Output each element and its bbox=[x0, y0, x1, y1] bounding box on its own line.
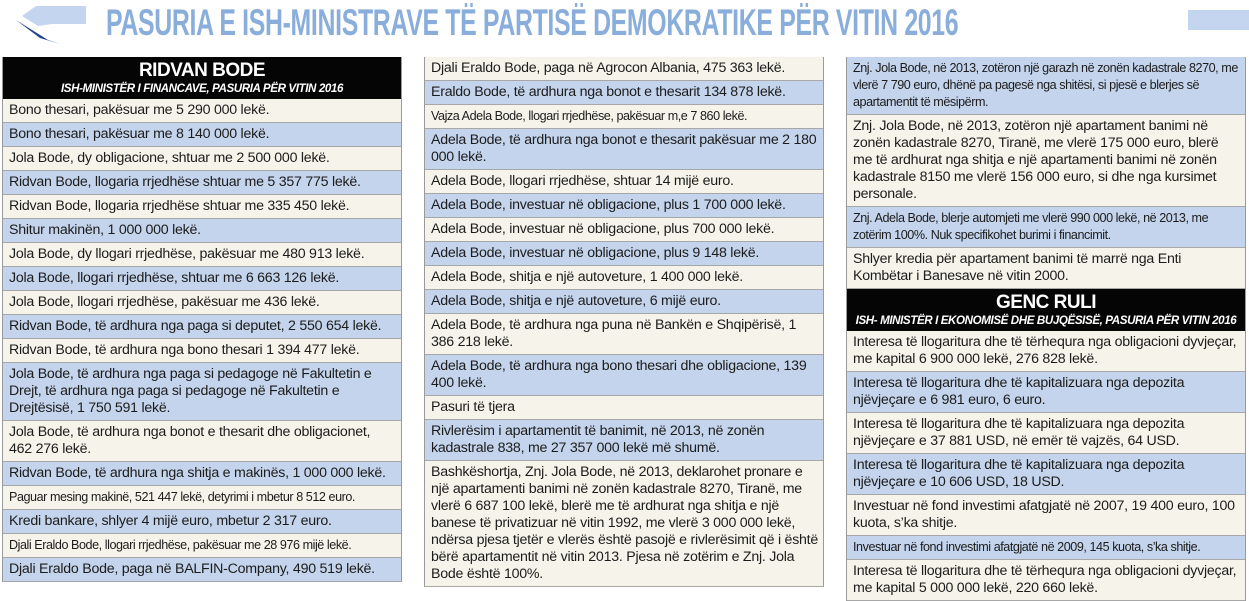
page-title: PASURIA E ISH-MINISTRAVE TË PARTISË DEMOKRATIKE PËR VITIN 2016 bbox=[106, 2, 959, 43]
asset-list-item: Jola Bode, të ardhura nga paga si pedagoge në Fakultetin e Drejt, të ardhura nga paga si pedagoge në Fakultetin e Drejtësisë, 1 750 591 lekë. bbox=[3, 363, 401, 421]
asset-list-item: Znj. Jola Bode, në 2013, zotëron një garazh në zonën kadastrale 8270, me vlerë 7 790 euro, dhënë pa pagesë nga shitësi, si pjesë e blerjes së apartamentit të mësipërm. bbox=[847, 57, 1245, 115]
asset-list-item: Adela Bode, llogari rrjedhëse, shtuar 14 mijë euro. bbox=[425, 170, 823, 194]
asset-list-item: Interesa të llogaritura dhe të kapitalizuara nga depozita njëvjeçare e 37 881 USD, në emër të vajzës, 64 USD. bbox=[847, 413, 1245, 454]
asset-list-item: Ridvan Bode, të ardhura nga paga si deputet, 2 550 654 lekë. bbox=[3, 315, 401, 339]
asset-list-item: Interesa të llogaritura dhe të kapitalizuara nga depozita njëvjeçare e 10 606 USD, 18 USD. bbox=[847, 454, 1245, 495]
asset-list-item: Adela Bode, investuar në obligacione, plus 700 000 lekë. bbox=[425, 218, 823, 242]
asset-list-item: Jola Bode, të ardhura nga bonot e thesarit dhe obligacionet, 462 276 lekë. bbox=[3, 421, 401, 462]
asset-list-item: Ridvan Bode, llogaria rrjedhëse shtuar me 5 357 775 lekë. bbox=[3, 171, 401, 195]
asset-list-item: Shitur makinën, 1 000 000 lekë. bbox=[3, 219, 401, 243]
asset-list-item: Interesa të llogaritura dhe të tërhequra nga obligacioni dyvjeçar, me kapital 6 900 000 lekë, 276 828 lekë. bbox=[847, 331, 1245, 372]
asset-list-item: Bono thesari, pakësuar me 8 140 000 lekë. bbox=[3, 123, 401, 147]
asset-list-item: Pasuri të tjera bbox=[425, 396, 823, 420]
asset-list-item: Ridvan Bode, të ardhura nga shitja e makinës, 1 000 000 lekë. bbox=[3, 462, 401, 486]
asset-list-item: Adela Bode, shitja e një autoveture, 6 mijë euro. bbox=[425, 290, 823, 314]
decorative-bar bbox=[1188, 10, 1249, 30]
asset-list-item: Adela Bode, investuar në obligacione, plus 1 700 000 lekë. bbox=[425, 194, 823, 218]
asset-list-item: Paguar mesing makinë, 521 447 lekë, detyrimi i mbetur 8 512 euro. bbox=[3, 486, 401, 510]
asset-list-item: Djali Eraldo Bode, paga në Agrocon Albania, 475 363 lekë. bbox=[425, 57, 823, 81]
minister-subtitle: ISH-MINISTËR I FINANCAVE, PASURIA PËR VITIN 2016 bbox=[60, 82, 344, 95]
asset-list-item: Adela Bode, investuar në obligacione, plus 9 148 lekë. bbox=[425, 242, 823, 266]
section-header bbox=[847, 289, 1245, 331]
column-ridvan-bode-continued bbox=[424, 57, 824, 587]
asset-list-item: Rivlerësim i apartamentit të banimit, në 2013, në zonën kadastrale 838, me 27 357 000 lekë më shumë. bbox=[425, 420, 823, 461]
asset-list-item: Kredi bankare, shlyer 4 mijë euro, mbetur 2 317 euro. bbox=[3, 510, 401, 534]
asset-list-item: Znj. Jola Bode, në 2013, zotëron një apartament banimi në zonën kadastrale 8270, Tiranë, me vlerë 175 000 euro, blerë me të ardhurat nga shitja e një apartamenti banimi në zonën kadastrale 8150 me vlerë 156 000 euro, si dhe nga kursimet personale. bbox=[847, 115, 1245, 207]
minister-subtitle: ISH- MINISTËR I EKONOMISË DHE BUJQËSISË, PASURIA PËR VITIN 2016 bbox=[855, 314, 1237, 327]
asset-list-item: Adela Bode, të ardhura nga bono thesari dhe obligacione, 139 400 lekë. bbox=[425, 355, 823, 396]
asset-list-item: Jola Bode, llogari rrjedhëse, shtuar me 6 663 126 lekë. bbox=[3, 267, 401, 291]
asset-list-item: Investuar në fond investimi afatgjatë në 2007, 19 400 euro, 100 kuota, s’ka shitje. bbox=[847, 495, 1245, 536]
asset-list-item: Ridvan Bode, të ardhura nga bono thesari 1 394 477 lekë. bbox=[3, 339, 401, 363]
asset-list-item: Jola Bode, dy obligacione, shtuar me 2 500 000 lekë. bbox=[3, 147, 401, 171]
minister-name: GENC RULI bbox=[996, 292, 1096, 313]
asset-list-item: Jola Bode, dy llogari rrjedhëse, pakësuar me 480 913 lekë. bbox=[3, 243, 401, 267]
asset-list-item: Vajza Adela Bode, llogari rrjedhëse, pakësuar m,e 7 860 lekë. bbox=[425, 105, 823, 129]
asset-list-item: Bono thesari, pakësuar me 5 290 000 lekë. bbox=[3, 99, 401, 123]
asset-list-item: Adela Bode, të ardhura nga bonot e thesarit pakësuar me 2 180 000 lekë. bbox=[425, 129, 823, 170]
asset-list-item: Investuar në fond investimi afatgjatë në 2009, 145 kuota, s’ka shitje. bbox=[847, 536, 1245, 560]
asset-list-item: Shlyer kredia për apartament banimi të marrë nga Enti Kombëtar i Banesave në vitin 2000. bbox=[847, 248, 1245, 289]
minister-name: RIDVAN BODE bbox=[138, 60, 266, 81]
newspaper-logo-arrow-icon bbox=[14, 4, 94, 44]
asset-list-item: Interesa të llogaritura dhe të kapitalizuara nga depozita njëvjeçare e 6 981 euro, 6 euro. bbox=[847, 372, 1245, 413]
asset-list-item: Bashkëshortja, Znj. Jola Bode, në 2013, deklarohet pronare e një apartamenti banimi në zonën kadastrale 8270, Tiranë, me vlerë 6 687 100 lekë, blerë me të ardhurat nga shitja e një banese të privatizuar në vitin 1992, me vlerë 3 000 000 lekë, ndërsa pjesa tjetër e vlerës është pasojë e rivlerësimit që i është bërë apartamentit në vitin 2013. Pjesa në zotërim e Znj. Jola Bode është 100%. bbox=[425, 461, 823, 587]
asset-list-item: Adela Bode, të ardhura nga puna në Bankën e Shqipërisë, 1 386 218 lekë. bbox=[425, 314, 823, 355]
section-header bbox=[3, 57, 401, 99]
asset-list-item: Interesa të llogaritura dhe të tërhequra nga obligacioni dyvjeçar, me kapital 5 000 000 lekë, 220 660 lekë. bbox=[847, 560, 1245, 601]
column-bode-genc-ruli bbox=[846, 57, 1246, 601]
asset-list-item: Djali Eraldo Bode, paga në BALFIN-Company, 490 519 lekë. bbox=[3, 558, 401, 582]
asset-list-item: Jola Bode, llogari rrjedhëse, pakësuar me 436 lekë. bbox=[3, 291, 401, 315]
asset-list-item: Adela Bode, shitja e një autoveture, 1 400 000 lekë. bbox=[425, 266, 823, 290]
asset-list-item: Znj. Adela Bode, blerje automjeti me vlerë 990 000 lekë, në 2013, me zotërim 100%. Nuk specifikohet burimi i financimit. bbox=[847, 207, 1245, 248]
asset-list-item: Eraldo Bode, të ardhura nga bonot e thesarit 134 878 lekë. bbox=[425, 81, 823, 105]
asset-list-item: Ridvan Bode, llogaria rrjedhëse shtuar me 335 450 lekë. bbox=[3, 195, 401, 219]
asset-list-item: Djali Eraldo Bode, llogari rrjedhëse, pakësuar me 28 976 mijë lekë. bbox=[3, 534, 401, 558]
column-ridvan-bode bbox=[2, 57, 402, 582]
